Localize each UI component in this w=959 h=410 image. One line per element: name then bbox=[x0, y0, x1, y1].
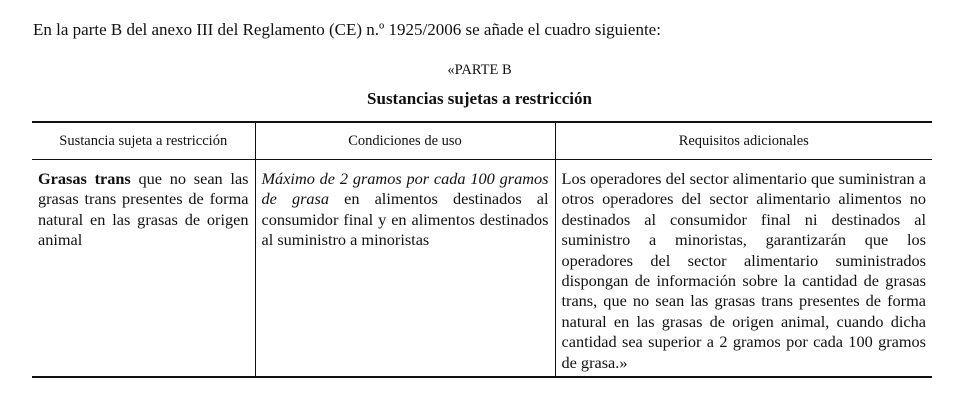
table-header-row bbox=[32, 122, 932, 160]
conditions-description: en alimentos destinados al consumidor final y en alimentos destinados al suministro a minoristas bbox=[261, 189, 549, 250]
part-label: «PARTE B bbox=[447, 62, 512, 78]
conditions-limit: Máximo de 2 gramos por cada 100 gramos de grasa bbox=[261, 169, 549, 209]
substance-description: que no sean las grasas trans presentes de forma natural en las grasas de origen animal bbox=[38, 169, 249, 250]
cell-substance bbox=[32, 160, 255, 378]
table-heading: Sustancias sujetas a restricción bbox=[367, 89, 592, 108]
header-requirements: Requisitos adicionales bbox=[555, 122, 932, 160]
intro-paragraph: En la parte B del anexo III del Reglamento (CE) n.º 1925/2006 se añade el cuadro siguiente: bbox=[33, 20, 661, 39]
restriction-table bbox=[32, 121, 932, 378]
cell-requirements: Los operadores del sector alimentario que suministran a otros operadores del sector alimentario alimentos no destinados al consumidor final ni destinados al suministro a minoristas, garantizarán que los operadores del sector alimentario suministrados dispongan de información sobre la cantidad de grasas trans, que no sean las grasas trans presentes de forma natural en las grasas de origen animal, cuando dicha cantidad sea superior a 2 gramos por cada 100 gramos de grasa.» bbox=[555, 160, 932, 378]
header-substance: Sustancia sujeta a restricción bbox=[32, 122, 255, 160]
substance-name: Grasas trans bbox=[38, 169, 131, 188]
cell-conditions bbox=[255, 160, 555, 378]
table-row bbox=[32, 160, 932, 378]
header-conditions: Condiciones de uso bbox=[255, 122, 555, 160]
